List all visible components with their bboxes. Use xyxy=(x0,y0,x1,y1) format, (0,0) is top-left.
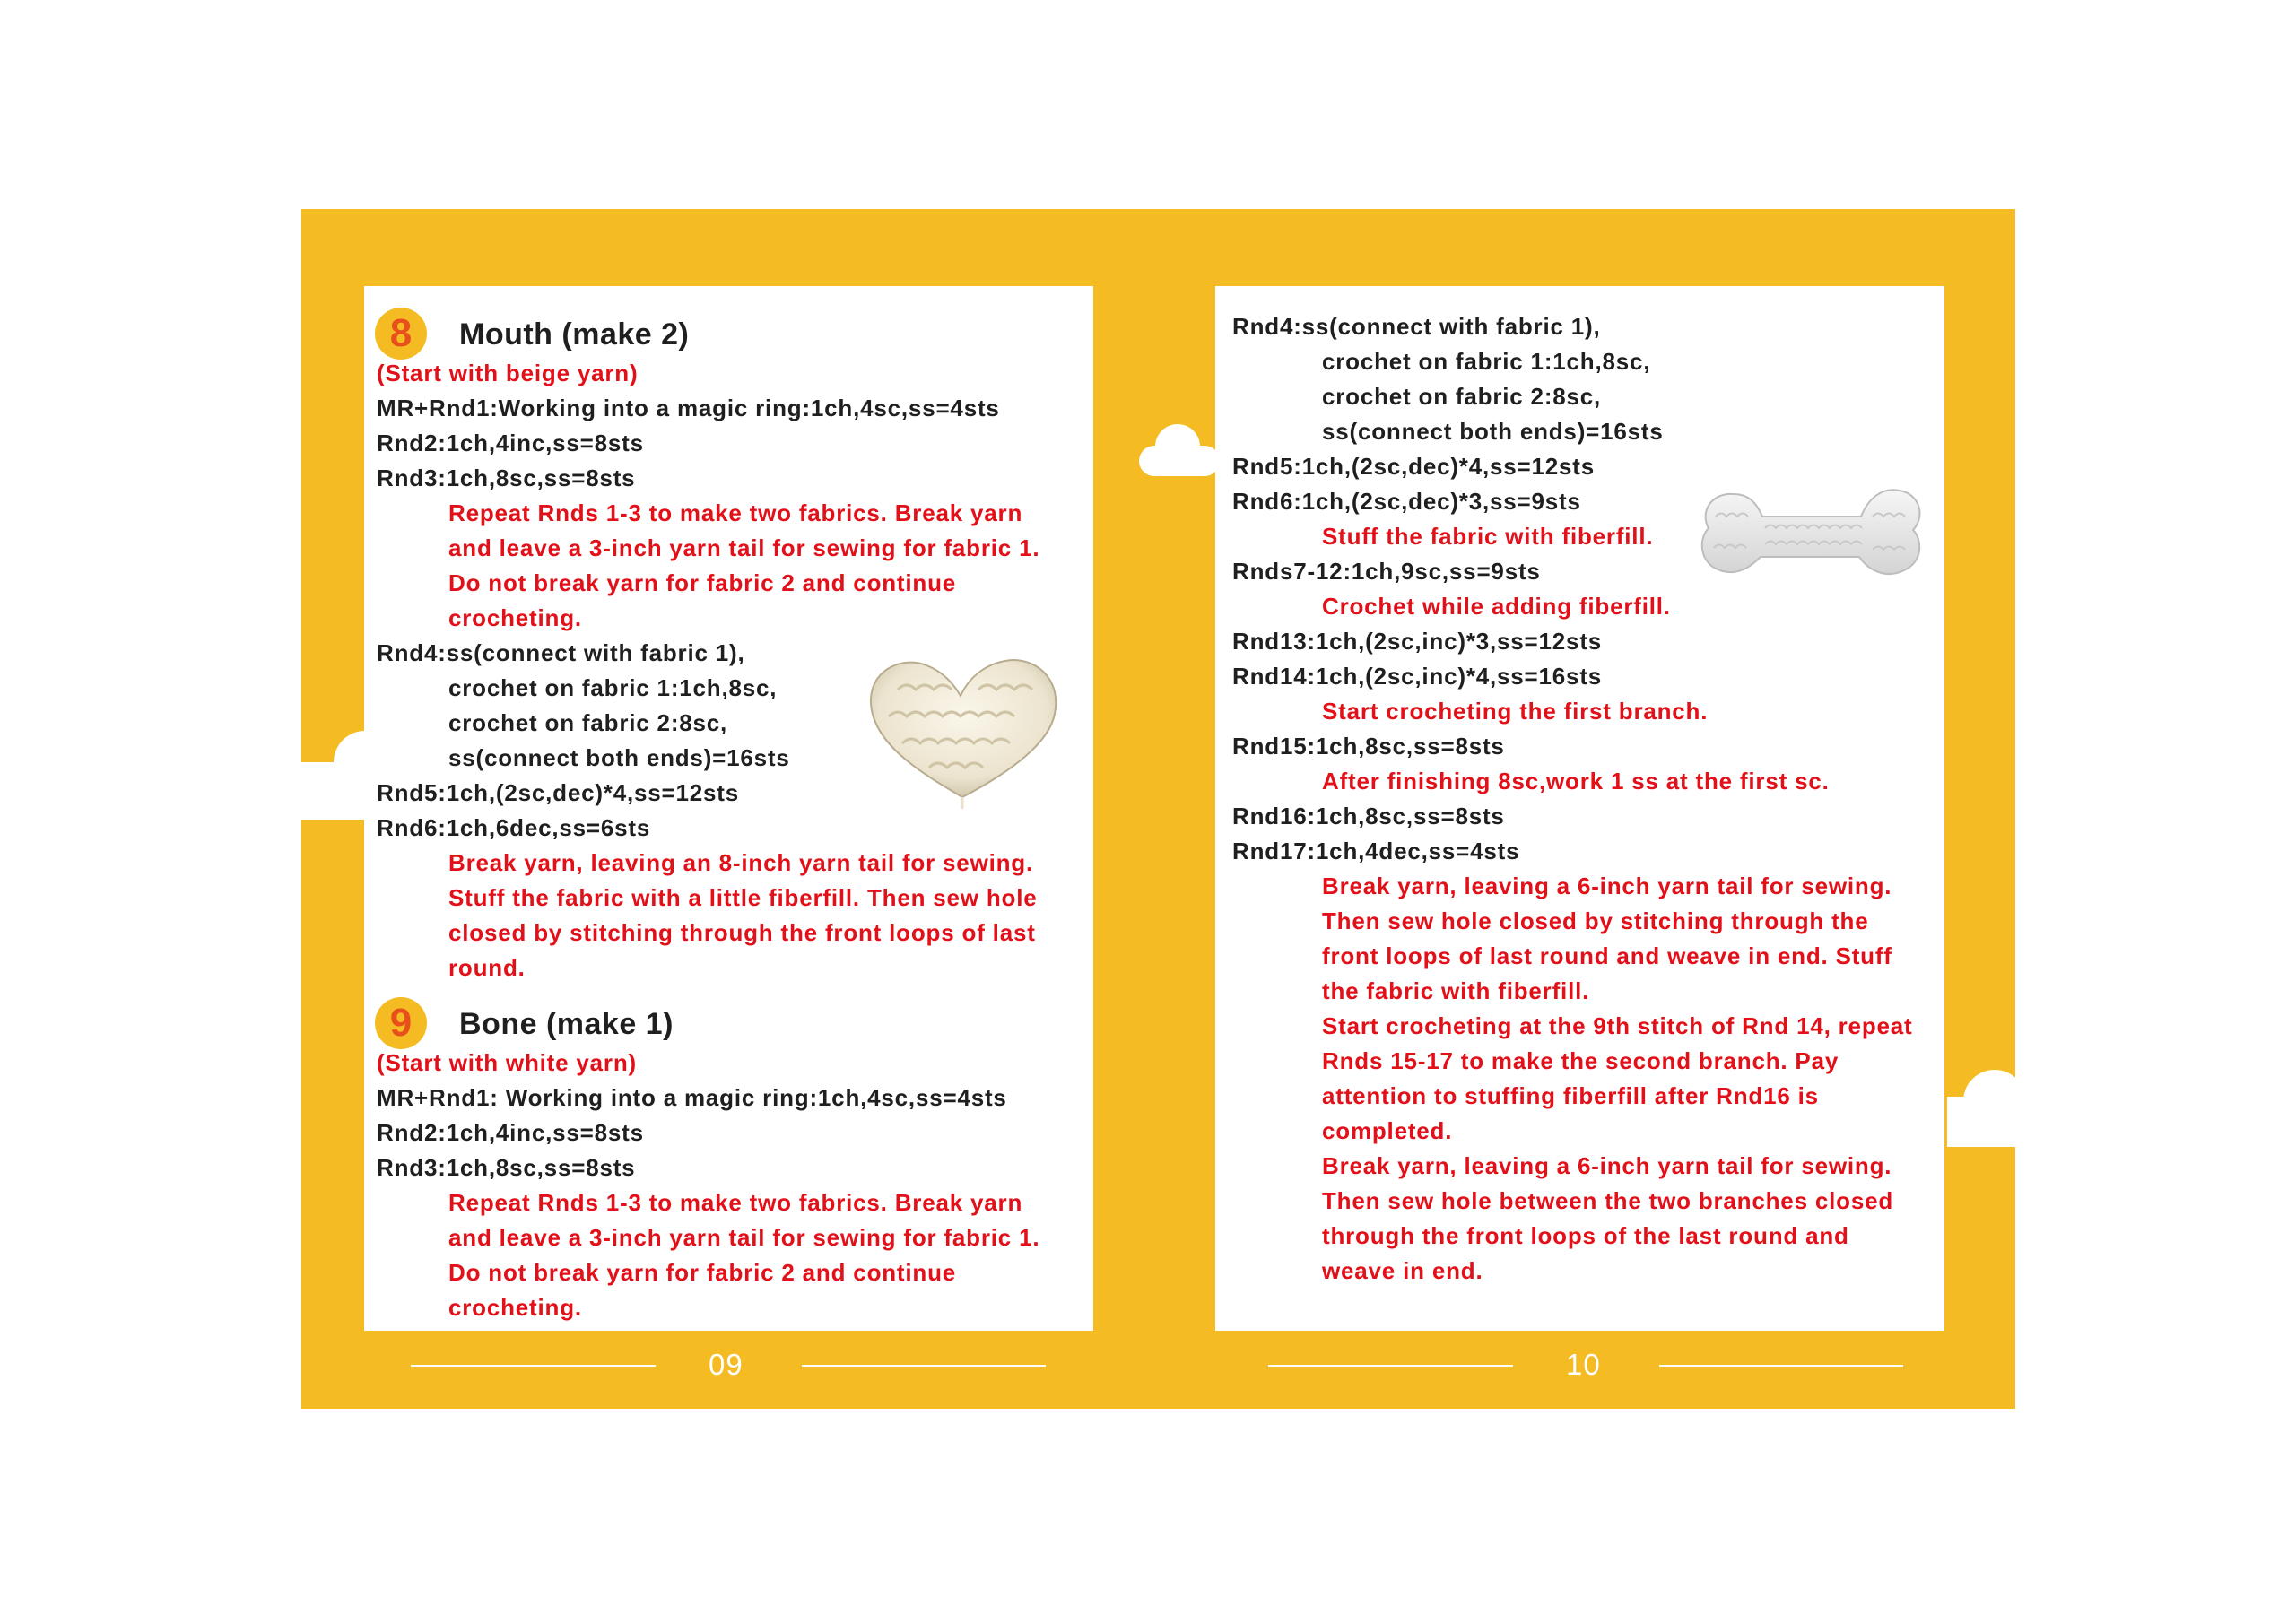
note-line: Start crocheting at the 9th stitch of Rnd 14, repeat xyxy=(1322,1012,1913,1039)
section-badge-8: 8 xyxy=(375,308,427,360)
note-line: front loops of last round and weave in end. Stuff xyxy=(1322,942,1892,969)
note-line: crocheting. xyxy=(448,1294,582,1321)
note-line: Break yarn, leaving an 8-inch yarn tail for sewing. xyxy=(448,849,1034,876)
note-line: After finishing 8sc,work 1 ss at the first sc. xyxy=(1322,768,1830,794)
instruction-line: Rnd5:1ch,(2sc,dec)*4,ss=12sts xyxy=(377,779,740,806)
note-line: Start crocheting the first branch. xyxy=(1322,698,1709,725)
section-badge-9: 9 xyxy=(375,997,427,1049)
instruction-line: Rnd6:1ch,(2sc,dec)*3,ss=9sts xyxy=(1232,488,1581,515)
instruction-line: Rnd17:1ch,4dec,ss=4sts xyxy=(1232,838,1520,864)
note-line: the fabric with fiberfill. xyxy=(1322,977,1590,1004)
note-line: Then sew hole closed by stitching through the xyxy=(1322,907,1869,934)
note-line: and leave a 3-inch yarn tail for sewing for fabric 1. xyxy=(448,534,1040,561)
section-title-mouth: Mouth (make 2) xyxy=(459,317,690,352)
note-line: Stuff the fabric with a little fiberfill. Then sew hole xyxy=(448,884,1038,911)
instruction-line: Rnd5:1ch,(2sc,dec)*4,ss=12sts xyxy=(1232,453,1596,480)
book-spread xyxy=(301,209,2015,1409)
note-line: Do not break yarn for fabric 2 and continue xyxy=(448,1259,957,1286)
note-line: weave in end. xyxy=(1322,1257,1483,1284)
instruction-line: Rnds7-12:1ch,9sc,ss=9sts xyxy=(1232,558,1541,585)
footer-rule xyxy=(802,1365,1046,1367)
note-line: Then sew hole between the two branches closed xyxy=(1322,1187,1894,1214)
instruction-line: Rnd4:ss(connect with fabric 1), xyxy=(1232,313,1601,340)
instruction-line: Rnd13:1ch,(2sc,inc)*3,ss=12sts xyxy=(1232,628,1603,655)
instruction-line: Rnd4:ss(connect with fabric 1), xyxy=(377,639,745,666)
right-page-panel xyxy=(1215,286,1944,1331)
instruction-line: crochet on fabric 1:1ch,8sc, xyxy=(1322,348,1651,375)
instruction-line: Rnd3:1ch,8sc,ss=8sts xyxy=(377,1154,636,1181)
instruction-line: Rnd15:1ch,8sc,ss=8sts xyxy=(1232,733,1505,760)
note-line: Do not break yarn for fabric 2 and continue xyxy=(448,569,957,596)
note-line: through the front loops of the last round and xyxy=(1322,1222,1849,1249)
cloud-middle-bump xyxy=(1155,424,1200,469)
section-title-bone: Bone (make 1) xyxy=(459,1007,674,1041)
note-line: attention to stuffing fiberfill after Rnd16 is xyxy=(1322,1082,1819,1109)
note-line: round. xyxy=(448,954,526,981)
instruction-line: crochet on fabric 1:1ch,8sc, xyxy=(448,674,778,701)
note-line: Break yarn, leaving a 6-inch yarn tail for sewing. xyxy=(1322,873,1892,899)
note-line: crocheting. xyxy=(448,604,582,631)
note-line: Stuff the fabric with fiberfill. xyxy=(1322,523,1654,550)
instruction-line: crochet on fabric 2:8sc, xyxy=(448,709,728,736)
instruction-line: ss(connect both ends)=16sts xyxy=(1322,418,1664,445)
left-page-panel xyxy=(364,286,1093,1331)
note-line: Break yarn, leaving a 6-inch yarn tail for sewing. xyxy=(1322,1152,1892,1179)
page-number-left: 09 xyxy=(709,1348,744,1381)
instruction-line: Rnd16:1ch,8sc,ss=8sts xyxy=(1232,803,1505,829)
heart-mouth-photo xyxy=(862,649,1064,811)
instruction-line: crochet on fabric 2:8sc, xyxy=(1322,383,1602,410)
note-line: Crochet while adding fiberfill. xyxy=(1322,593,1671,620)
instruction-line: MR+Rnd1: Working into a magic ring:1ch,4sc,ss=4sts xyxy=(377,1084,1007,1111)
note-line: completed. xyxy=(1322,1117,1453,1144)
instruction-line: Rnd3:1ch,8sc,ss=8sts xyxy=(377,465,636,491)
page-number-right: 10 xyxy=(1566,1348,1601,1381)
footer-rule xyxy=(1268,1365,1513,1367)
bone-photo xyxy=(1698,485,1926,602)
instruction-line: Rnd14:1ch,(2sc,inc)*4,ss=16sts xyxy=(1232,663,1603,690)
note-line: and leave a 3-inch yarn tail for sewing for fabric 1. xyxy=(448,1224,1040,1251)
note-line: Rnds 15-17 to make the second branch. Pay xyxy=(1322,1047,1839,1074)
instruction-line: MR+Rnd1:Working into a magic ring:1ch,4sc,ss=4sts xyxy=(377,395,1000,421)
footer-rule xyxy=(1659,1365,1903,1367)
note-line: closed by stitching through the front loops of last xyxy=(448,919,1036,946)
instruction-line: Rnd6:1ch,6dec,ss=6sts xyxy=(377,814,651,841)
note-line: Repeat Rnds 1-3 to make two fabrics. Break yarn xyxy=(448,499,1023,526)
instruction-line: Rnd2:1ch,4inc,ss=8sts xyxy=(377,430,644,456)
note-line: Repeat Rnds 1-3 to make two fabrics. Break yarn xyxy=(448,1189,1023,1216)
mouth-start-note: (Start with beige yarn) xyxy=(377,360,639,386)
instruction-line: Rnd2:1ch,4inc,ss=8sts xyxy=(377,1119,644,1146)
cloud-right-bump xyxy=(1963,1070,2026,1133)
bone-start-note: (Start with white yarn) xyxy=(377,1049,637,1076)
instruction-line: ss(connect both ends)=16sts xyxy=(448,744,790,771)
footer-rule xyxy=(411,1365,656,1367)
